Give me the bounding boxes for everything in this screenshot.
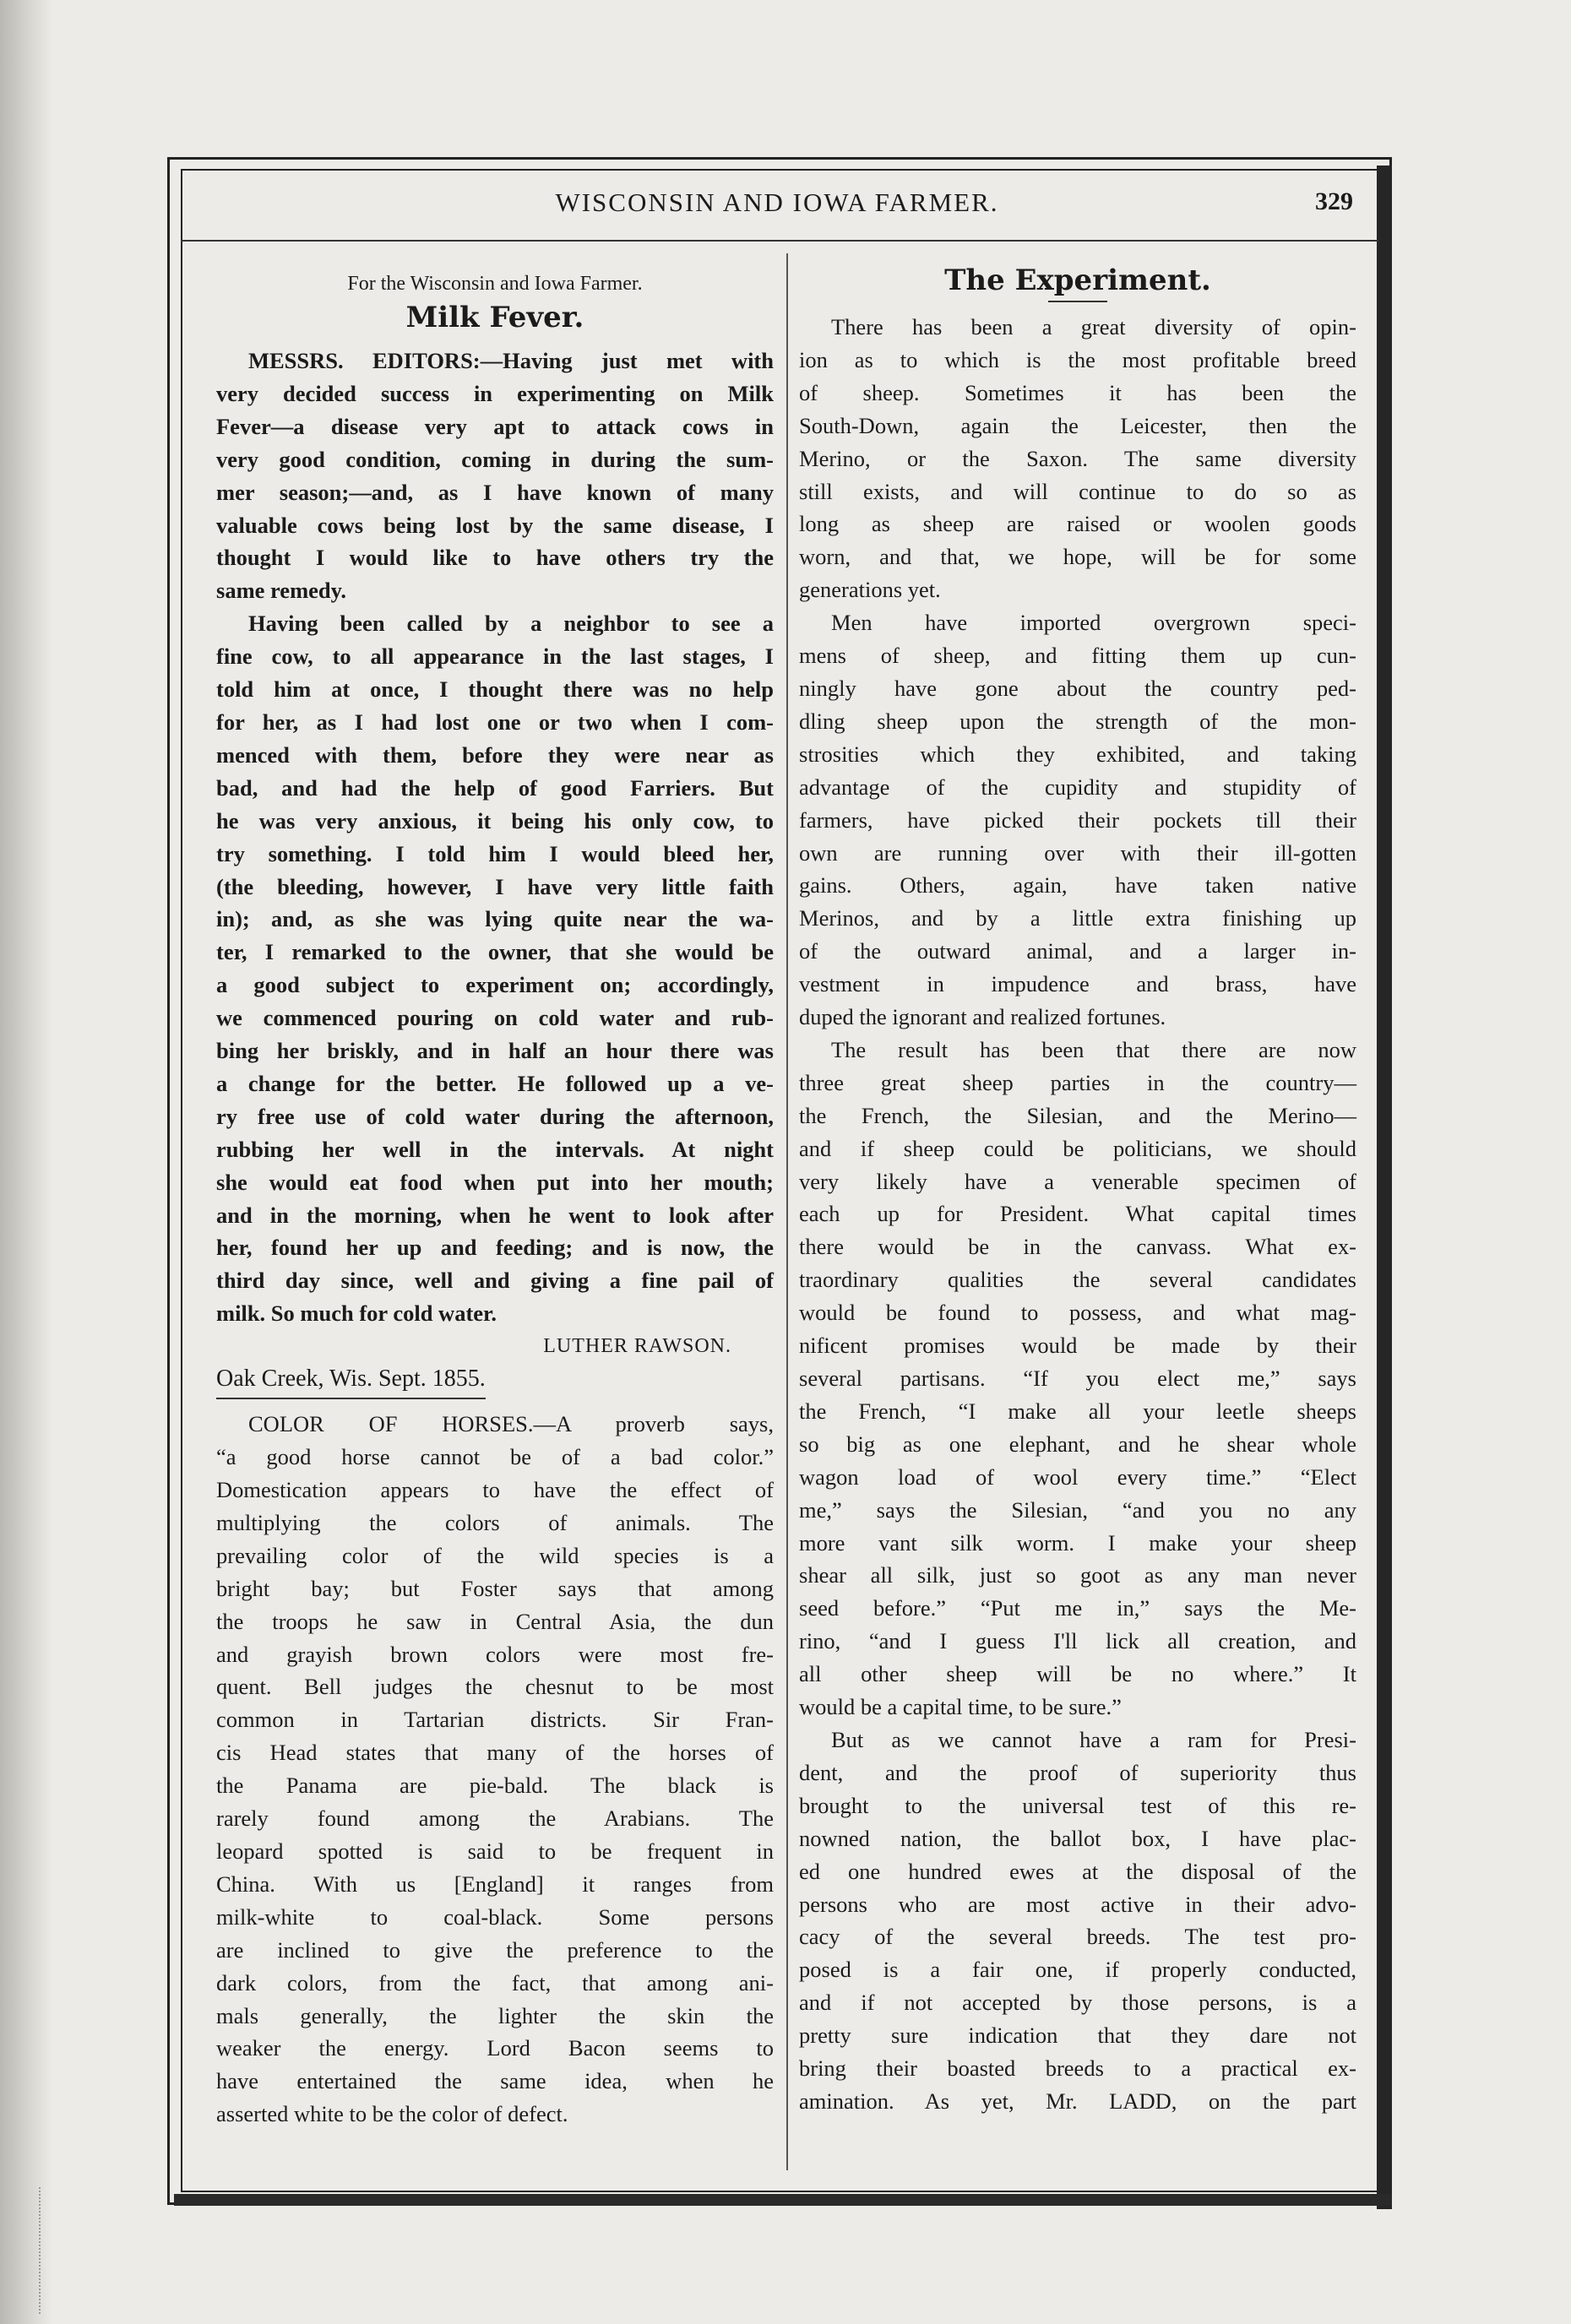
text-line: multiplying the colors of animals. The (216, 1509, 774, 1535)
text-line: traordinary qualities the several candidates (799, 1267, 1356, 1293)
text-line: amination. As yet, Mr. LADD, on the part (799, 2088, 1356, 2114)
text-line: milk. So much for cold water. (216, 1300, 497, 1327)
text-line: But as we cannot have a ram for Presi- (831, 1726, 1356, 1752)
color-of-horses-body (216, 1408, 774, 2131)
dateline-wrapper (216, 1362, 774, 1408)
column-divider (786, 253, 788, 2170)
text-line: and if sheep could be politicians, we should (799, 1135, 1356, 1161)
text-line: the Panama are pie-bald. The black is (216, 1773, 774, 1799)
text-line: pretty sure indication that they dare not (799, 2023, 1356, 2049)
text-line: ed one hundred ewes at the disposal of the (799, 1858, 1356, 1884)
text-line: three great sheep parties in the country— (799, 1069, 1356, 1095)
text-line: worn, and that, we hope, will be for some (799, 544, 1356, 570)
page-border-shadow-right (1377, 166, 1392, 2209)
text-line: own are running over with their ill-gotten (799, 839, 1356, 866)
text-line: shear all silk, just so goot as any man never (799, 1562, 1356, 1588)
text-line: vestment in impudence and brass, have (799, 971, 1356, 997)
dateline: Oak Creek, Wis. Sept. 1855. (216, 1362, 486, 1399)
text-line: rubbing her well in the intervals. At night (216, 1136, 774, 1162)
text-line: bring their boasted breeds to a practical ex- (799, 2055, 1356, 2082)
text-line: “a good horse cannot be of a bad color.” (216, 1444, 774, 1470)
article-title-milk-fever: Milk Fever. (405, 301, 584, 334)
text-line: very likely have a venerable specimen of (799, 1168, 1356, 1194)
text-line: he was very anxious, it being his only cow, to (216, 807, 774, 833)
experiment-body (799, 311, 1356, 2118)
text-line: wagon load of wool every time.” “Elect (799, 1463, 1356, 1490)
text-line: nificent promises would be made by their (799, 1333, 1356, 1359)
text-line: in); and, as she was lying quite near the wa- (216, 906, 774, 932)
text-line: the French, “I make all your leetle sheeps (799, 1398, 1356, 1424)
text-line: and in the morning, when he went to look after (216, 1202, 774, 1228)
text-line: have entertained the same idea, when he (216, 2068, 774, 2094)
text-line: posed is a fair one, if properly conducted, (799, 1957, 1356, 1983)
text-line: China. With us [England] it ranges from (216, 1871, 774, 1897)
header-rule (181, 240, 1378, 242)
text-line: COLOR OF HORSES.—A proverb says, (248, 1411, 774, 1437)
text-line: told him at once, I thought there was no help (216, 676, 774, 703)
text-line: quent. Bell judges the chesnut to be most (216, 1674, 774, 1700)
text-line: South-Down, again the Leicester, then the (799, 412, 1356, 438)
text-line: the troops he saw in Central Asia, the dun (216, 1608, 774, 1634)
text-line: (the bleeding, however, I have very little faith (216, 873, 774, 899)
text-line: Domestication appears to have the effect of (216, 1477, 774, 1502)
left-column (216, 262, 774, 2131)
text-line: weaker the energy. Lord Bacon seems to (216, 2035, 774, 2061)
text-line: for her, as I had lost one or two when I com- (216, 709, 774, 735)
text-line: dark colors, from the fact, that among ani- (216, 1969, 774, 1995)
running-head (194, 187, 1360, 235)
text-line: dent, and the proof of superiority thus (799, 1759, 1356, 1785)
text-line: still exists, and will continue to do so as (799, 478, 1356, 504)
text-line: leopard spotted is said to be frequent in (216, 1838, 774, 1864)
text-line: The result has been that there are now (831, 1036, 1356, 1062)
article-title-experiment: The Experiment. (944, 263, 1211, 297)
text-line: very decided success in experimenting on Milk (216, 380, 774, 406)
text-line: would be a capital time, to be sure.” (799, 1694, 1122, 1720)
text-line: ningly have gone about the country ped- (799, 675, 1356, 701)
text-line: mer season;—and, as I have known of many (216, 479, 774, 505)
text-line: bright bay; but Foster says that among (216, 1575, 774, 1601)
text-line: each up for President. What capital times (799, 1201, 1356, 1227)
text-line: cis Head states that many of the horses of (216, 1740, 774, 1766)
text-line: Merinos, and by a little extra finishing up (799, 905, 1356, 931)
text-line: try something. I told him I would bleed her, (216, 840, 774, 866)
text-line: are inclined to give the preference to the (216, 1936, 774, 1963)
text-line: several partisans. “If you elect me,” says (799, 1366, 1356, 1391)
page-binding-edge (0, 0, 52, 2324)
text-line: seed before.” “Put me in,” says the Me- (799, 1595, 1356, 1621)
text-line: more vant silk worm. I make your sheep (799, 1529, 1356, 1556)
text-line: gains. Others, again, have taken native (799, 872, 1356, 899)
publication-title: WISCONSIN AND IOWA FARMER. (555, 187, 999, 217)
text-line: nowned nation, the ballot box, I have plac- (799, 1825, 1356, 1851)
text-line: advantage of the cupidity and stupidity of (799, 774, 1356, 800)
page-border-shadow-bottom (174, 2194, 1392, 2206)
text-line: a good subject to experiment on; accordingly, (216, 972, 774, 998)
title-rule (1048, 301, 1107, 302)
text-line: cacy of the several breeds. The test pro- (799, 1924, 1356, 1950)
text-line: and if not accepted by those persons, is a (799, 1990, 1356, 2016)
text-line: Fever—a disease very apt to attack cows in (216, 413, 774, 439)
text-line: long as sheep are raised or woolen goods (799, 511, 1356, 537)
text-line: valuable cows being lost by the same disease, I (216, 512, 774, 538)
text-line: would be found to possess, and what mag- (799, 1300, 1356, 1326)
text-line: duped the ignorant and realized fortunes. (799, 1004, 1166, 1030)
text-line: MESSRS. EDITORS:—Having just met with (248, 348, 774, 373)
text-line: generations yet. (799, 577, 941, 603)
text-line: of sheep. Sometimes it has been the (799, 379, 1356, 405)
text-line: fine cow, to all appearance in the last stages, I (216, 643, 774, 670)
text-line: very good condition, coming in during the sum- (216, 446, 774, 472)
text-line: common in Tartarian districts. Sir Fran- (216, 1707, 774, 1733)
text-line: mals generally, the lighter the skin the (216, 2002, 774, 2028)
page-number: 329 (1315, 187, 1353, 215)
text-line: of the outward animal, and a larger in- (799, 938, 1356, 964)
text-line: her, found her up and feeding; and is now, the (216, 1235, 774, 1261)
text-line: farmers, have picked their pockets till their (799, 806, 1356, 833)
text-line: strosities which they exhibited, and taking (799, 741, 1356, 767)
margin-marks (39, 2187, 57, 2314)
text-line: Men have imported overgrown speci- (831, 610, 1356, 636)
signature: LUTHER RAWSON. (543, 1335, 731, 1358)
source-note: For the Wisconsin and Iowa Farmer. (347, 273, 643, 295)
text-line: bing her briskly, and in half an hour there was (216, 1038, 774, 1064)
text-line: asserted white to be the color of defect. (216, 2101, 568, 2127)
text-line: menced with them, before they were near as (216, 741, 774, 768)
right-column (799, 262, 1356, 2118)
text-line: mens of sheep, and fitting them up cun- (799, 643, 1356, 669)
text-line: and grayish brown colors were most fre- (216, 1641, 774, 1667)
text-line: dling sheep upon the strength of the mon- (799, 708, 1356, 734)
text-line: same remedy. (216, 578, 347, 604)
text-line: thought I would like to have others try the (216, 545, 774, 571)
text-line: she would eat food when put into her mouth; (216, 1169, 774, 1195)
text-line: There has been a great diversity of opin- (831, 314, 1356, 339)
text-line: the French, the Silesian, and the Merino— (799, 1102, 1356, 1128)
text-line: there would be in the canvass. What ex- (799, 1234, 1356, 1260)
text-line: rino, “and I guess I'll lick all creation, and (799, 1628, 1356, 1654)
text-line: milk-white to coal-black. Some persons (216, 1903, 774, 1930)
text-line: Having been called by a neighbor to see a (248, 611, 774, 637)
text-line: brought to the universal test of this re- (799, 1792, 1356, 1818)
milk-fever-body (216, 345, 774, 1330)
text-line: a change for the better. He followed up a ve- (216, 1070, 774, 1096)
text-line: me,” says the Silesian, “and you no any (799, 1496, 1356, 1523)
text-line: so big as one elephant, and he shear whole (799, 1431, 1356, 1457)
text-line: ry free use of cold water during the afternoon, (216, 1103, 774, 1129)
text-line: bad, and had the help of good Farriers. But (216, 774, 774, 801)
text-line: third day since, well and giving a fine pail of (216, 1268, 774, 1294)
text-line: we commenced pouring on cold water and rub- (216, 1005, 774, 1031)
text-line: ter, I remarked to the owner, that she would be (216, 939, 774, 965)
text-line: all other sheep will be no where.” It (799, 1661, 1356, 1687)
text-line: prevailing color of the wild species is a (216, 1542, 774, 1568)
text-line: persons who are most active in their advo- (799, 1891, 1356, 1917)
text-line: Merino, or the Saxon. The same diversity (799, 445, 1356, 471)
text-line: rarely found among the Arabians. The (216, 1805, 774, 1832)
text-line: ion as to which is the most profitable breed (799, 346, 1356, 372)
